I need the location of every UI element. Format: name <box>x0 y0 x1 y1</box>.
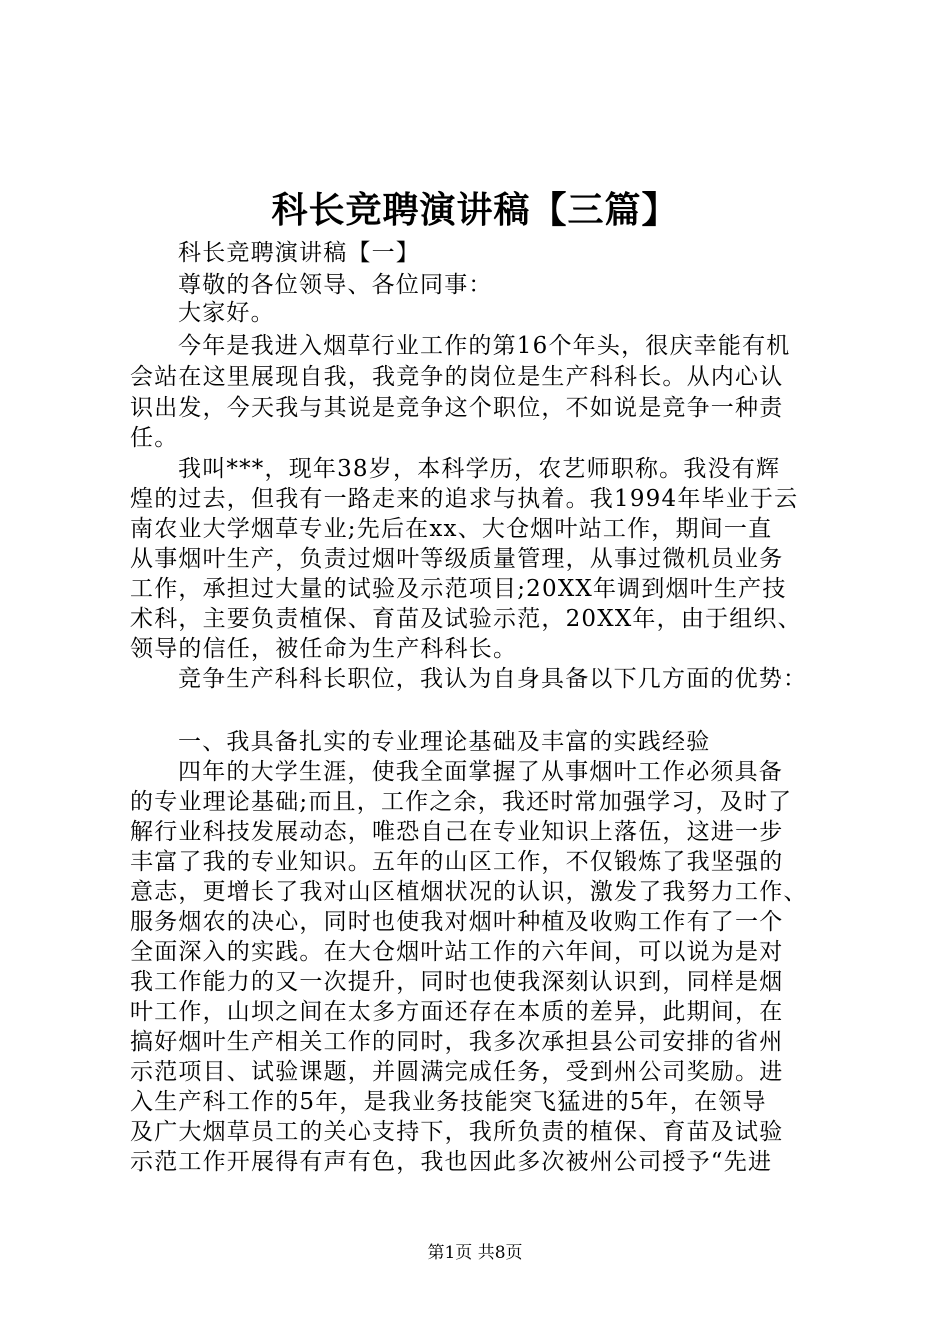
body-line: 解行业科技发展动态，唯恐自己在专业知识上落伍，这进一步 <box>130 819 784 845</box>
body-line: 任。 <box>130 425 179 451</box>
body-line: 识出发，今天我与其说是竞争这个职位，不如说是竞争一种责 <box>130 395 784 421</box>
body-line: 示范工作开展得有声有色，我也因此多次被州公司授予“先进 <box>130 1149 773 1175</box>
page-number: 第1页 共8页 <box>427 1243 523 1263</box>
body-line: 从事烟叶生产，负责过烟叶等级质量管理，从事过微机员业务 <box>130 546 784 572</box>
body-line: 服务烟农的决心，同时也使我对烟叶种植及收购工作有了一个 <box>130 909 784 935</box>
body-line: 会站在这里展现自我，我竞争的岗位是生产科科长。从内心认 <box>130 364 784 390</box>
body-line: 意志，更增长了我对山区植烟状况的认识，激发了我努力工作、 <box>130 879 808 905</box>
body-line: 及广大烟草员工的关心支持下，我所负责的植保、育苗及试验 <box>130 1119 784 1145</box>
body-line: 全面深入的实践。在大仓烟叶站工作的六年间，可以说为是对 <box>130 939 784 965</box>
body-line: 领导的信任，被任命为生产科科长。 <box>130 636 518 662</box>
body-line: 叶工作，山坝之间在太多方面还存在本质的差异，此期间，在 <box>130 999 784 1025</box>
body-line: 搞好烟叶生产相关工作的同时，我多次承担县公司安排的省州 <box>130 1029 784 1055</box>
body-line: 丰富了我的专业知识。五年的山区工作，不仅锻炼了我坚强的 <box>130 849 784 875</box>
body-line: 我叫***，现年38岁，本科学历，农艺师职称。我没有辉 <box>178 456 781 482</box>
body-line: 四年的大学生涯，使我全面掌握了从事烟叶工作必须具备 <box>178 759 783 785</box>
greeting-line: 大家好。 <box>178 300 275 326</box>
body-line: 我工作能力的又一次提升，同时也使我深刻认识到，同样是烟 <box>130 969 784 995</box>
document-title: 科长竞聘演讲稿【三篇】 <box>271 189 679 231</box>
body-line: 南农业大学烟草专业;先后在xx、大仓烟叶站工作，期间一直 <box>130 516 773 542</box>
body-line: 竞争生产科科长职位，我认为自身具备以下几方面的优势： <box>178 666 808 692</box>
section-heading: 一、我具备扎实的专业理论基础及丰富的实践经验 <box>178 729 711 755</box>
body-line: 术科，主要负责植保、育苗及试验示范，20XX年，由于组织、 <box>130 606 802 632</box>
subtitle-line: 科长竞聘演讲稿【一】 <box>178 240 420 266</box>
body-line: 今年是我进入烟草行业工作的第16个年头，很庆幸能有机 <box>178 333 791 359</box>
salutation-line: 尊敬的各位领导、各位同事： <box>178 272 493 298</box>
body-line: 煌的过去，但我有一路走来的追求与执着。我1994年毕业于云 <box>130 486 799 512</box>
body-line: 示范项目、试验课题，并圆满完成任务，受到州公司奖励。进 <box>130 1059 784 1085</box>
body-line: 的专业理论基础;而且，工作之余，我还时常加强学习，及时了 <box>130 789 793 815</box>
body-line: 工作，承担过大量的试验及示范项目;20XX年调到烟叶生产技 <box>130 576 787 602</box>
body-line: 入生产科工作的5年，是我业务技能突飞猛进的5年，在领导 <box>130 1089 767 1115</box>
